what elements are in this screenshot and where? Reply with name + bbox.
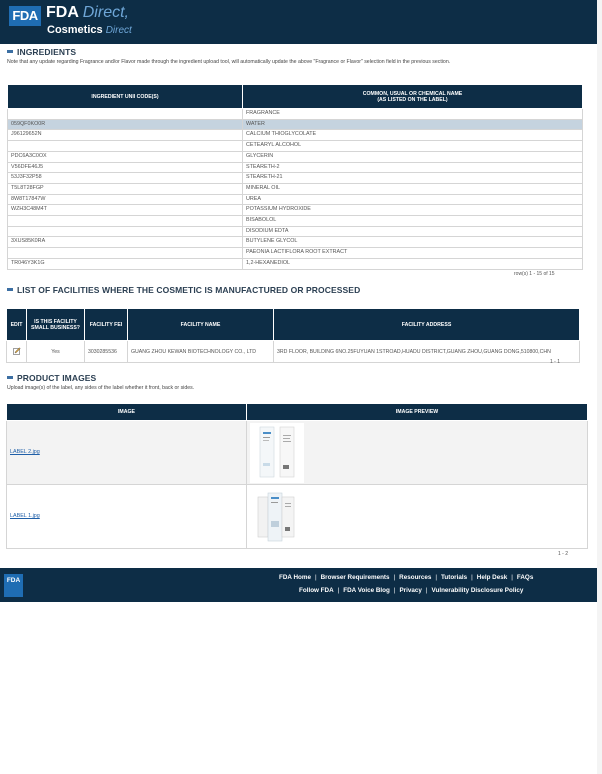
footer-separator: | — [393, 587, 396, 594]
ingredient-name-cell: BUTYLENE GLYCOL — [243, 237, 583, 248]
footer-link[interactable]: FDA Home — [279, 574, 311, 581]
unii-code-cell: 059QF0KO0R — [8, 119, 243, 130]
footer-separator: | — [435, 574, 438, 581]
page-edge — [597, 0, 602, 774]
unii-code-cell — [8, 109, 243, 120]
ingredients-title: INGREDIENTS — [17, 47, 77, 57]
label-2-thumbnail[interactable] — [250, 423, 304, 483]
footer-separator: | — [337, 587, 340, 594]
ingredient-name-cell: CALCIUM THIOGLYCOLATE — [243, 130, 583, 141]
col-unii-code[interactable]: INGREDIENT UNII CODE(S) — [8, 85, 243, 109]
table-row[interactable] — [8, 248, 583, 259]
ingredient-name-cell: BISABOLOL — [243, 216, 583, 227]
footer-separator: | — [471, 574, 473, 581]
collapse-icon[interactable] — [7, 376, 13, 379]
ingredient-name-cell: PAEONIA LACTIFLORA ROOT EXTRACT — [243, 248, 583, 259]
brand-title[interactable] — [46, 4, 129, 22]
table-row — [7, 341, 580, 363]
footer-link[interactable]: Vulnerability Disclosure Policy — [431, 587, 524, 594]
facility-address-cell: 3RD FLOOR, BUILDING 6NO.25FUYUAN 1STROAD,HUADU DISTRICT,GUANG ZHOU,GUANG DONG,510800,CHN — [274, 341, 580, 363]
ingredient-name-cell: 1,2-HEXANEDIOL — [243, 258, 583, 269]
col-facility-address[interactable]: FACILITY ADDRESS — [274, 309, 580, 341]
col-facility-name[interactable]: FACILITY NAME — [128, 309, 274, 341]
label-1-link[interactable]: LABEL 1.jpg — [10, 512, 40, 519]
brand-main: FDA — [46, 4, 79, 21]
ingredient-name-cell: UREA — [243, 194, 583, 205]
footer-separator: | — [314, 574, 317, 581]
table-row[interactable] — [8, 183, 583, 194]
col-small-business[interactable]: IS THIS FACILITY SMALL BUSINESS? — [27, 309, 85, 341]
footer-separator: | — [511, 574, 513, 581]
table-row[interactable] — [8, 205, 583, 216]
table-row[interactable] — [8, 237, 583, 248]
unii-code-cell: T5L8T28FGP — [8, 183, 243, 194]
unii-code-cell — [8, 248, 243, 259]
images-note: Upload image(s) of the label, any sides of the label whether it front, back or sides. — [7, 385, 195, 391]
unii-code-cell: V56DFE46J5 — [8, 162, 243, 173]
collapse-icon[interactable] — [7, 50, 13, 53]
col-name-line1: COMMON, USUAL OR CHEMICAL NAME — [362, 90, 463, 97]
table-row — [7, 421, 588, 485]
table-row[interactable] — [8, 141, 583, 152]
facilities-table — [6, 308, 580, 363]
edit-icon[interactable] — [13, 347, 21, 355]
images-heading — [7, 373, 96, 383]
ingredients-pager: row(s) 1 - 15 of 15 — [514, 271, 555, 277]
facilities-title: LIST OF FACILITIES WHERE THE COSMETIC IS MANUFACTURED OR PROCESSED — [17, 285, 361, 295]
facilities-heading — [7, 285, 360, 295]
facilities-pager: 1 - 1 — [550, 359, 561, 365]
ingredient-name-cell: GLYCERIN — [243, 151, 583, 162]
ingredients-heading — [7, 47, 76, 57]
col-edit: EDIT — [7, 309, 27, 341]
image-file-cell — [7, 485, 247, 549]
edit-cell — [7, 341, 27, 363]
table-row[interactable] — [8, 162, 583, 173]
table-row[interactable] — [8, 119, 583, 130]
footer-link[interactable]: FDA Voice Blog — [343, 587, 390, 594]
footer-link[interactable]: Help Desk — [476, 574, 508, 581]
images-title: PRODUCT IMAGES — [17, 373, 97, 383]
ingredient-name-cell: WATER — [243, 119, 583, 130]
footer-link[interactable]: FAQs — [516, 574, 534, 581]
col-image[interactable]: IMAGE — [7, 404, 247, 421]
table-row[interactable] — [8, 151, 583, 162]
unii-code-cell: J96129652N — [8, 130, 243, 141]
ingredients-table — [7, 84, 583, 270]
col-fei[interactable]: FACILITY FEI — [85, 309, 128, 341]
ingredient-name-cell: FRAGRANCE — [243, 109, 583, 120]
unii-code-cell: TR046Y3K1G — [8, 258, 243, 269]
ingredient-name-cell: POTASSIUM HYDROXIDE — [243, 205, 583, 216]
table-row[interactable] — [8, 258, 583, 269]
footer-link[interactable]: Follow FDA — [299, 587, 334, 594]
col-chemical-name[interactable] — [243, 85, 583, 109]
site-header — [0, 0, 597, 44]
images-table — [6, 403, 588, 549]
image-preview-cell — [247, 485, 588, 549]
table-row[interactable] — [8, 216, 583, 227]
brand-italic: Direct, — [82, 4, 129, 21]
ingredients-note: Note that any update regarding Fragrance and/or Flavor made through the ingredient upload tool, will automatically update the above "Fragrance or Flavor" selection field in the previous section. — [7, 59, 451, 65]
image-file-cell — [7, 421, 247, 485]
ingredient-name-cell: CETEARYL ALCOHOL — [243, 141, 583, 152]
collapse-icon[interactable] — [7, 288, 13, 291]
small-business-cell: Yes — [27, 341, 85, 363]
fda-logo[interactable]: FDA — [9, 6, 41, 26]
footer-links-row2 — [299, 587, 523, 594]
brand-sub-italic: Direct — [105, 25, 132, 36]
unii-code-cell: PDC6A3C0OX — [8, 151, 243, 162]
unii-code-cell — [8, 226, 243, 237]
footer-link[interactable]: Resources — [399, 574, 432, 581]
table-row — [7, 485, 588, 549]
footer-fda-logo[interactable]: FDA — [4, 574, 23, 597]
footer-links-row1 — [279, 574, 533, 581]
unii-code-cell: 3XUS85K0RA — [8, 237, 243, 248]
ingredient-name-cell: STEARETH-2 — [243, 162, 583, 173]
unii-code-cell: WZH3C48M4T — [8, 205, 243, 216]
table-row[interactable] — [8, 226, 583, 237]
unii-code-cell: 8W8T17847W — [8, 194, 243, 205]
images-pager: 1 - 2 — [558, 551, 569, 557]
image-preview-cell — [247, 421, 588, 485]
table-row[interactable] — [8, 194, 583, 205]
footer-link[interactable]: Privacy — [399, 587, 422, 594]
col-name-line2: (AS LISTED ON THE LABEL) — [377, 96, 448, 103]
col-image-preview[interactable]: IMAGE PREVIEW — [247, 404, 588, 421]
facility-name-cell: GUANG ZHOU KEWAN BIOTECHNOLOGY CO., LTD — [128, 341, 274, 363]
ingredient-name-cell: STEARETH-21 — [243, 173, 583, 184]
unii-code-cell: 53J3F32P58 — [8, 173, 243, 184]
label-1-thumbnail[interactable] — [250, 487, 304, 547]
table-row[interactable] — [8, 130, 583, 141]
footer-link[interactable]: Browser Requirements — [320, 574, 390, 581]
brand-subtitle — [47, 24, 132, 36]
ingredient-name-cell: DISODIUM EDTA — [243, 226, 583, 237]
footer-link[interactable]: Tutorials — [441, 574, 468, 581]
brand-sub: Cosmetics — [47, 24, 103, 36]
fei-cell: 3030285536 — [85, 341, 128, 363]
ingredient-name-cell: MINERAL OIL — [243, 183, 583, 194]
table-row[interactable] — [8, 173, 583, 184]
unii-code-cell — [8, 141, 243, 152]
footer-separator: | — [425, 587, 428, 594]
table-row[interactable] — [8, 109, 583, 120]
unii-code-cell — [8, 216, 243, 227]
label-2-link[interactable]: LABEL 2.jpg — [10, 448, 40, 455]
footer-separator: | — [393, 574, 396, 581]
